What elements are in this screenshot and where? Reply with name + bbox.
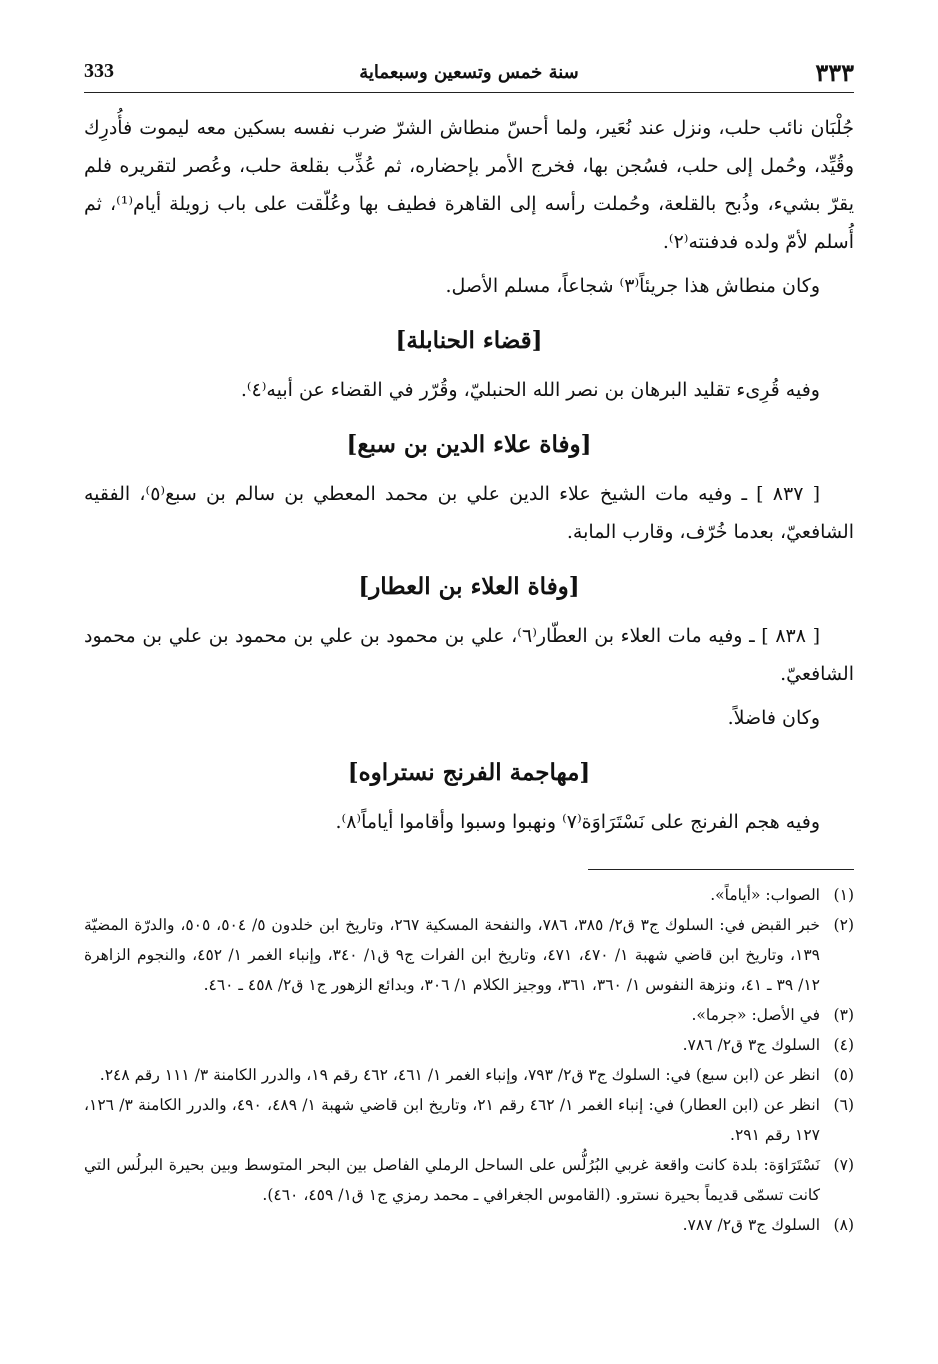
- paragraph-franks: وفيه هجم الفرنج على نَسْتَرَاوَة⁽٧⁾ ونهبوا وسبوا وأقاموا أياماً⁽٨⁾.: [335, 811, 820, 833]
- paragraph-hanabila: وفيه قُرِىء تقليد البرهان بن نصر الله الحنبليّ، وقُرّر في القضاء عن أبيه⁽٤⁾.: [240, 379, 820, 401]
- page-number-arabic: ٣٣٣: [815, 58, 854, 87]
- main-text: [84, 109, 854, 841]
- footnote: (٦) انظر عن (ابن العطار) في: إنباء الغمر ١/ ٤٦٢ رقم ٢١، وتاريخ ابن قاضي شهبة ١/ ٤٨٩، ٤٩٠، والدرر الكامنة ٣/ ١٢٦، ١٢٧ رقم ٢٩١.: [84, 1096, 854, 1144]
- footnote: (٨) السلوك ج٣ ق٢/ ٧٨٧.: [682, 1216, 854, 1234]
- book-page: [84, 56, 854, 1240]
- footnote: (٥) انظر عن (ابن سبع) في: السلوك ج٣ ق٢/ ٧٩٣، وإنباء الغمر ١/ ٤٦١، ٤٦٢ رقم ١٩، والدرر الكامنة ٣/ ١١١ رقم ٢٤٨.: [99, 1066, 854, 1084]
- footnote: (١) الصواب: «أياماً».: [710, 886, 854, 904]
- footnotes: [84, 880, 854, 1240]
- paragraph-ibn-attar: [ ٨٣٨ ] ـ وفيه مات العلاء بن العطّار⁽٦⁾، علي بن محمود بن علي بن محمود بن علي بن محمود الشافعيّ.: [84, 625, 854, 685]
- running-title: سنة خمس وتسعين وسبعماية: [359, 62, 579, 83]
- section-heading-ibn-sabaa: [وفاة علاء الدين بن سبع]: [346, 431, 592, 458]
- paragraph-continuation: جُلْبَان نائب حلب، ونزل عند نُعَير، ولما أحسّ منطاش الشرّ ضرب نفسه بسكين معه ليموت فأُدرِك وقُيِّد، وحُمل إلى حلب، فسُجن بها، فخرج الأمر بإحضاره، ثم عُذِّب بقلعة حلب، وعُصر لتقريره فلم يقرّ بشيء، وذُبح بالقلعة، وحُملت رأسه إلى القاهرة فطيف بها وعُلّقت على باب زويلة أيام⁽¹⁾، ثم أُسلم لأمّ ولده فدفنته⁽٢⁾.: [84, 117, 854, 253]
- section-heading-ibn-attar: [وفاة العلاء بن العطار]: [358, 573, 580, 600]
- paragraph-mintash: وكان منطاش هذا جريئاً⁽٣⁾ شجاعاً، مسلم الأصل.: [445, 275, 820, 297]
- section-heading-franks: [مهاجمة الفرنج نستراوه]: [347, 759, 591, 786]
- section-heading-hanabila: [قضاء الحنابلة]: [395, 327, 543, 354]
- footnote: (٧) نَسْتَرَاوَة: بلدة كانت واقعة غربي البُرُلُّس على الساحل الرملي الفاصل بين البحر المتوسط وبين بحيرة البرلُس التي كانت تسمّى قديماً بحيرة نسترو. (القاموس الجغرافي ـ محمد رمزي ج١ ق١/ ٤٥٩، ٤٦٠).: [84, 1156, 854, 1204]
- paragraph-ibn-sabaa: [ ٨٣٧ ] ـ وفيه مات الشيخ علاء الدين علي بن محمد المعطي بن سالم بن سبع⁽٥⁾، الفقيه الشافعيّ، بعدما خُرّف، وقارب المابة.: [84, 483, 854, 543]
- footnote-separator: [588, 869, 854, 870]
- page-number-latin: 333: [84, 60, 114, 82]
- paragraph-fadil: وكان فاضلاً.: [727, 707, 820, 729]
- footnote: (٣) في الأصل: «جرما».: [691, 1006, 854, 1024]
- running-header: [84, 56, 854, 93]
- footnote: (٤) السلوك ج٣ ق٢/ ٧٨٦.: [682, 1036, 854, 1054]
- footnote: (٢) خبر القبض في: السلوك ج٣ ق٢/ ٣٨٥، ٧٨٦، والنفحة المسكية ٢٦٧، وتاريخ ابن خلدون ٥/ ٥٠٤، ٥٠٥، والدرّة المضيّة ١٣٩، وتاريخ ابن قاضي شهبة ١/ ٤٧٠، ٤٧١، وتاريخ ابن الفرات ج٩ ق١/ ٣٤٠، وإنباء الغمر ١/ ٤٥٢، والنجوم الزاهرة ١٢/ ٣٩ ـ ٤١، ونزهة النفوس ١/ ٣٦٠، ٣٦١، ووجيز الكلام ١/ ٣٠٦، وبدائع الزهور ج١ ق٢/ ٤٥٨ ـ ٤٦٠.: [84, 916, 854, 994]
